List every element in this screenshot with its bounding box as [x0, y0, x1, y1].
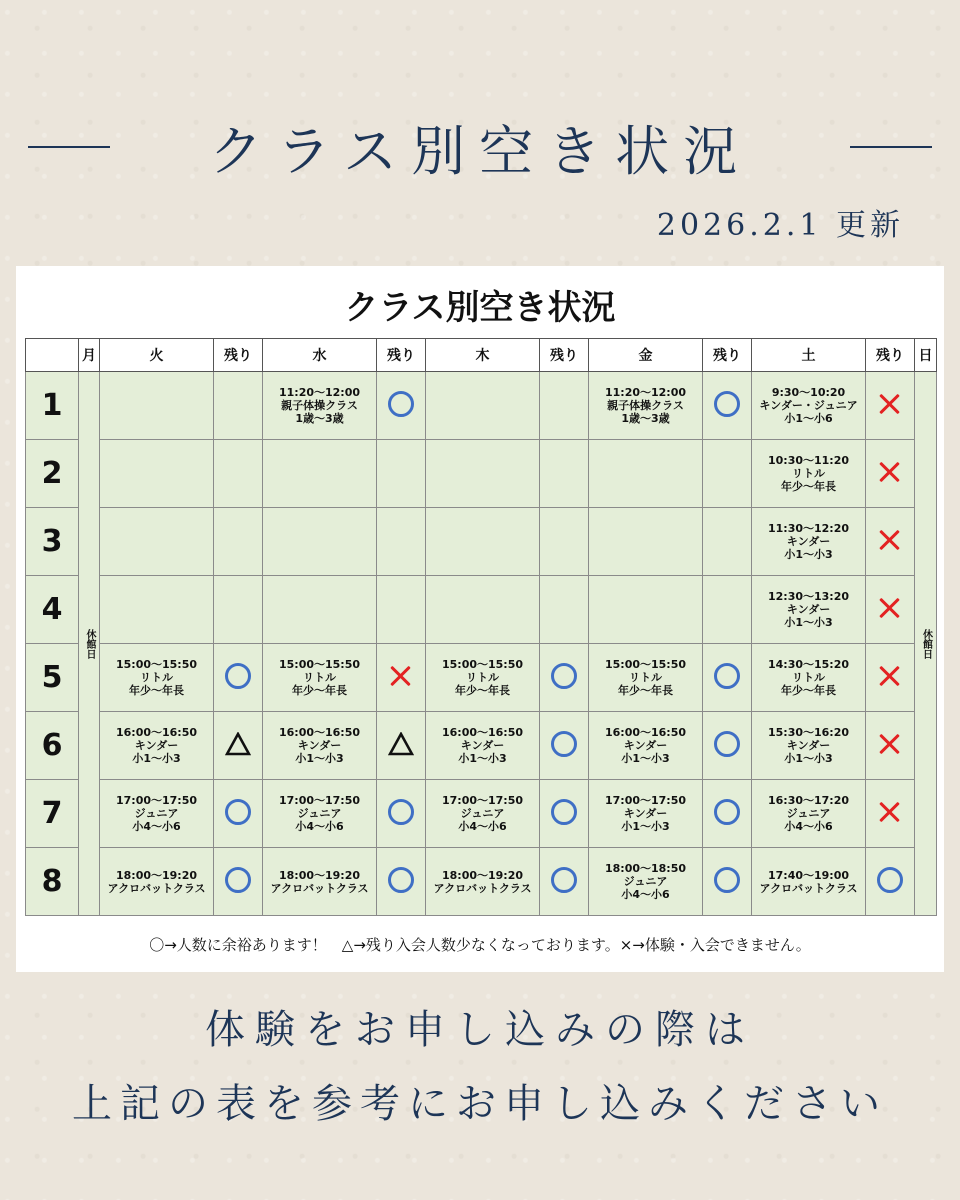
class-cell-fri [589, 712, 703, 780]
class-name: アクロバットクラス [433, 881, 532, 895]
class-ages: 小4～小6 [132, 820, 181, 833]
table-row [26, 644, 937, 712]
remaining-cell-wed [377, 440, 426, 508]
class-ages: 年少～年長 [129, 684, 184, 697]
class-info [100, 726, 213, 765]
available-circle-icon [714, 799, 740, 825]
remaining-cell-fri [703, 712, 752, 780]
available-circle-icon [714, 663, 740, 689]
schedule-card [16, 266, 944, 972]
row-number: 8 [26, 848, 79, 916]
updated-date: 2026.2.1 更新 [656, 208, 904, 243]
class-name: キンダー [623, 807, 668, 820]
page-title: クラス別空き状況 [208, 119, 752, 183]
class-info [426, 869, 539, 895]
row-number: 2 [26, 440, 79, 508]
class-cell-tue [100, 848, 214, 916]
class-name: キンダー [297, 739, 342, 752]
class-name: リトル [140, 671, 173, 684]
table-row [26, 508, 937, 576]
class-name: キンダー [134, 739, 179, 752]
remaining-cell-tue [214, 440, 263, 508]
class-info [752, 869, 865, 895]
sunday-closed-cell: 休館日 [915, 372, 937, 916]
schedule-table [25, 338, 937, 916]
class-time: 17:00～17:50 [278, 794, 361, 807]
legend: 〇→人数に余裕あります！ △→残り入会人数少なくなっております。×→体験・入会できません。 [149, 936, 811, 954]
table-body [26, 372, 937, 916]
class-cell-tue [100, 372, 214, 440]
remaining-cell-wed [377, 780, 426, 848]
class-info [263, 794, 376, 833]
class-ages: 小4～小6 [784, 820, 833, 833]
class-ages: 小1～小6 [784, 412, 833, 425]
available-circle-icon [714, 391, 740, 417]
class-name: リトル [303, 671, 336, 684]
remaining-cell-fri [703, 508, 752, 576]
class-name: ジュニア [623, 875, 668, 888]
table-row [26, 712, 937, 780]
class-info [426, 794, 539, 833]
class-ages: 1歳～3歳 [621, 412, 670, 425]
header-cell-tue: 火 [100, 339, 214, 372]
class-cell-wed [263, 644, 377, 712]
remaining-cell-tue [214, 848, 263, 916]
header-cell-mon: 月 [79, 339, 100, 372]
class-time: 11:20～12:00 [604, 386, 687, 399]
header-cell-wed: 水 [263, 339, 377, 372]
class-name: キンダー・ジュニア [759, 399, 858, 412]
remaining-cell-sat [866, 440, 915, 508]
class-ages: 年少～年長 [455, 684, 510, 697]
remaining-cell-fri [703, 576, 752, 644]
class-ages: 小1～小3 [784, 548, 833, 561]
class-cell-tue [100, 508, 214, 576]
monday-closed-cell: 休館日 [79, 372, 100, 916]
header-cell-corner [26, 339, 79, 372]
remaining-cell-thu [540, 712, 589, 780]
class-info [100, 794, 213, 833]
class-name: キンダー [786, 739, 831, 752]
full-cross-icon [877, 527, 903, 553]
full-cross-icon [877, 459, 903, 485]
header-cell-tue-remaining: 残り [214, 339, 263, 372]
remaining-cell-wed [377, 712, 426, 780]
class-cell-sat [752, 508, 866, 576]
class-time: 15:00～15:50 [604, 658, 687, 671]
remaining-cell-tue [214, 372, 263, 440]
table-row [26, 576, 937, 644]
class-cell-tue [100, 644, 214, 712]
table-row [26, 372, 937, 440]
full-cross-icon [877, 799, 903, 825]
header-cell-sat: 土 [752, 339, 866, 372]
class-ages: 年少～年長 [781, 480, 836, 493]
class-info [263, 386, 376, 425]
class-cell-fri [589, 508, 703, 576]
class-time: 16:00～16:50 [115, 726, 198, 739]
full-cross-icon [388, 663, 414, 689]
remaining-cell-wed [377, 848, 426, 916]
class-cell-tue [100, 440, 214, 508]
header-cell-wed-remaining: 残り [377, 339, 426, 372]
header-cell-fri: 金 [589, 339, 703, 372]
row-number: 4 [26, 576, 79, 644]
title-rule-right [850, 146, 932, 148]
header-cell-sun: 日 [915, 339, 937, 372]
class-time: 9:30～10:20 [771, 386, 846, 399]
class-cell-tue [100, 780, 214, 848]
class-name: キンダー [460, 739, 505, 752]
table-header-row [26, 339, 937, 372]
full-cross-icon [877, 731, 903, 757]
remaining-cell-thu [540, 644, 589, 712]
class-info [752, 522, 865, 561]
row-number: 6 [26, 712, 79, 780]
available-circle-icon [388, 799, 414, 825]
class-name: キンダー [786, 603, 831, 616]
remaining-cell-sat [866, 576, 915, 644]
class-cell-wed [263, 780, 377, 848]
footer-line-1: 体験をお申し込みの際は [205, 1007, 755, 1053]
class-cell-sat [752, 372, 866, 440]
header-cell-thu: 木 [426, 339, 540, 372]
available-circle-icon [551, 867, 577, 893]
class-info [589, 658, 702, 697]
few-left-triangle-icon [225, 732, 251, 758]
class-cell-wed [263, 848, 377, 916]
remaining-cell-tue [214, 780, 263, 848]
remaining-cell-wed [377, 508, 426, 576]
class-info [100, 869, 213, 895]
class-time: 16:00～16:50 [441, 726, 524, 739]
class-info [752, 386, 865, 425]
class-cell-fri [589, 576, 703, 644]
remaining-cell-sat [866, 848, 915, 916]
class-cell-thu [426, 644, 540, 712]
class-time: 18:00～19:20 [441, 868, 524, 882]
class-time: 17:00～17:50 [604, 794, 687, 807]
class-info [752, 726, 865, 765]
class-time: 14:30～15:20 [767, 658, 850, 671]
few-left-triangle-icon [388, 732, 414, 758]
class-cell-sat [752, 712, 866, 780]
class-name: リトル [629, 671, 662, 684]
remaining-cell-wed [377, 644, 426, 712]
class-info [426, 658, 539, 697]
available-circle-icon [225, 867, 251, 893]
header-cell-thu-remaining: 残り [540, 339, 589, 372]
remaining-cell-thu [540, 780, 589, 848]
class-name: リトル [466, 671, 499, 684]
class-cell-fri [589, 440, 703, 508]
available-circle-icon [551, 731, 577, 757]
remaining-cell-tue [214, 712, 263, 780]
class-time: 17:00～17:50 [115, 794, 198, 807]
class-cell-thu [426, 372, 540, 440]
full-cross-icon [877, 663, 903, 689]
class-name: リトル [792, 467, 825, 480]
available-circle-icon [388, 867, 414, 893]
full-cross-icon [877, 595, 903, 621]
class-name: リトル [792, 671, 825, 684]
remaining-cell-fri [703, 644, 752, 712]
remaining-cell-fri [703, 372, 752, 440]
class-ages: 年少～年長 [618, 684, 673, 697]
class-cell-fri [589, 372, 703, 440]
available-circle-icon [551, 663, 577, 689]
remaining-cell-thu [540, 848, 589, 916]
header-cell-sat-remaining: 残り [866, 339, 915, 372]
class-time: 11:30～12:20 [767, 522, 850, 535]
remaining-cell-wed [377, 576, 426, 644]
class-info [752, 658, 865, 697]
class-name: アクロバットクラス [107, 881, 206, 895]
remaining-cell-wed [377, 372, 426, 440]
class-time: 11:20～12:00 [278, 386, 361, 399]
class-cell-fri [589, 644, 703, 712]
class-name: アクロバットクラス [759, 881, 858, 895]
available-circle-icon [388, 391, 414, 417]
remaining-cell-thu [540, 372, 589, 440]
class-cell-sat [752, 576, 866, 644]
class-cell-thu [426, 848, 540, 916]
class-info [263, 658, 376, 697]
class-ages: 小4～小6 [295, 820, 344, 833]
class-ages: 小1～小3 [295, 752, 344, 765]
remaining-cell-thu [540, 576, 589, 644]
class-cell-thu [426, 576, 540, 644]
class-name: 親子体操クラス [607, 399, 684, 412]
class-name: 親子体操クラス [281, 399, 358, 412]
class-cell-wed [263, 372, 377, 440]
remaining-cell-thu [540, 508, 589, 576]
class-info [589, 794, 702, 833]
class-cell-wed [263, 508, 377, 576]
header-cell-fri-remaining: 残り [703, 339, 752, 372]
row-number: 3 [26, 508, 79, 576]
class-cell-thu [426, 780, 540, 848]
class-info [589, 386, 702, 425]
class-cell-thu [426, 712, 540, 780]
remaining-cell-fri [703, 440, 752, 508]
full-cross-icon [877, 391, 903, 417]
class-time: 15:00～15:50 [278, 658, 361, 671]
class-ages: 年少～年長 [292, 684, 347, 697]
class-name: アクロバットクラス [270, 881, 369, 895]
class-cell-thu [426, 440, 540, 508]
remaining-cell-sat [866, 372, 915, 440]
class-info [263, 869, 376, 895]
class-time: 16:00～16:50 [604, 726, 687, 739]
class-time: 15:00～15:50 [115, 658, 198, 671]
class-ages: 小1～小3 [621, 820, 670, 833]
card-title: クラス別空き状況 [344, 288, 616, 328]
remaining-cell-tue [214, 508, 263, 576]
available-circle-icon [714, 867, 740, 893]
class-time: 17:40～19:00 [767, 868, 850, 882]
class-ages: 小1～小3 [132, 752, 181, 765]
class-time: 18:00～19:20 [115, 868, 198, 882]
class-name: キンダー [786, 535, 831, 548]
class-name: ジュニア [786, 807, 831, 820]
remaining-cell-sat [866, 780, 915, 848]
class-time: 16:00～16:50 [278, 726, 361, 739]
remaining-cell-sat [866, 508, 915, 576]
footer-line-2: 上記の表を参考にお申し込みください [72, 1081, 888, 1127]
available-circle-icon [225, 799, 251, 825]
class-time: 15:00～15:50 [441, 658, 524, 671]
table-row [26, 440, 937, 508]
table-row [26, 780, 937, 848]
class-info [589, 862, 702, 901]
class-info [100, 658, 213, 697]
title-rule-left [28, 146, 110, 148]
class-name: ジュニア [134, 807, 179, 820]
class-ages: 小1～小3 [458, 752, 507, 765]
class-info [752, 454, 865, 493]
class-info [752, 590, 865, 629]
class-ages: 小1～小3 [784, 752, 833, 765]
table-row [26, 848, 937, 916]
class-ages: 小1～小3 [621, 752, 670, 765]
remaining-cell-sat [866, 712, 915, 780]
header [0, 102, 960, 192]
class-cell-wed [263, 440, 377, 508]
class-info [263, 726, 376, 765]
remaining-cell-tue [214, 576, 263, 644]
class-cell-sat [752, 440, 866, 508]
remaining-cell-sat [866, 644, 915, 712]
class-cell-thu [426, 508, 540, 576]
remaining-cell-fri [703, 848, 752, 916]
class-ages: 年少～年長 [781, 684, 836, 697]
available-circle-icon [551, 799, 577, 825]
class-cell-fri [589, 780, 703, 848]
available-circle-icon [877, 867, 903, 893]
class-info [426, 726, 539, 765]
remaining-cell-tue [214, 644, 263, 712]
row-number: 5 [26, 644, 79, 712]
class-info [752, 794, 865, 833]
class-time: 12:30～13:20 [767, 590, 850, 603]
available-circle-icon [225, 663, 251, 689]
class-time: 17:00～17:50 [441, 794, 524, 807]
class-time: 15:30～16:20 [767, 726, 850, 739]
class-ages: 小1～小3 [784, 616, 833, 629]
class-cell-sat [752, 848, 866, 916]
class-time: 18:00～18:50 [604, 862, 687, 875]
class-info [589, 726, 702, 765]
remaining-cell-fri [703, 780, 752, 848]
row-number: 1 [26, 372, 79, 440]
class-time: 18:00～19:20 [278, 868, 361, 882]
class-ages: 小4～小6 [621, 888, 670, 901]
class-time: 16:30～17:20 [767, 794, 850, 807]
class-cell-tue [100, 576, 214, 644]
row-number: 7 [26, 780, 79, 848]
class-name: ジュニア [297, 807, 342, 820]
class-ages: 小4～小6 [458, 820, 507, 833]
class-cell-fri [589, 848, 703, 916]
class-cell-wed [263, 576, 377, 644]
available-circle-icon [714, 731, 740, 757]
class-ages: 1歳～3歳 [295, 412, 344, 425]
remaining-cell-thu [540, 440, 589, 508]
class-cell-sat [752, 644, 866, 712]
class-cell-tue [100, 712, 214, 780]
class-name: キンダー [623, 739, 668, 752]
class-name: ジュニア [460, 807, 505, 820]
class-cell-wed [263, 712, 377, 780]
class-time: 10:30～11:20 [767, 454, 850, 467]
class-cell-sat [752, 780, 866, 848]
